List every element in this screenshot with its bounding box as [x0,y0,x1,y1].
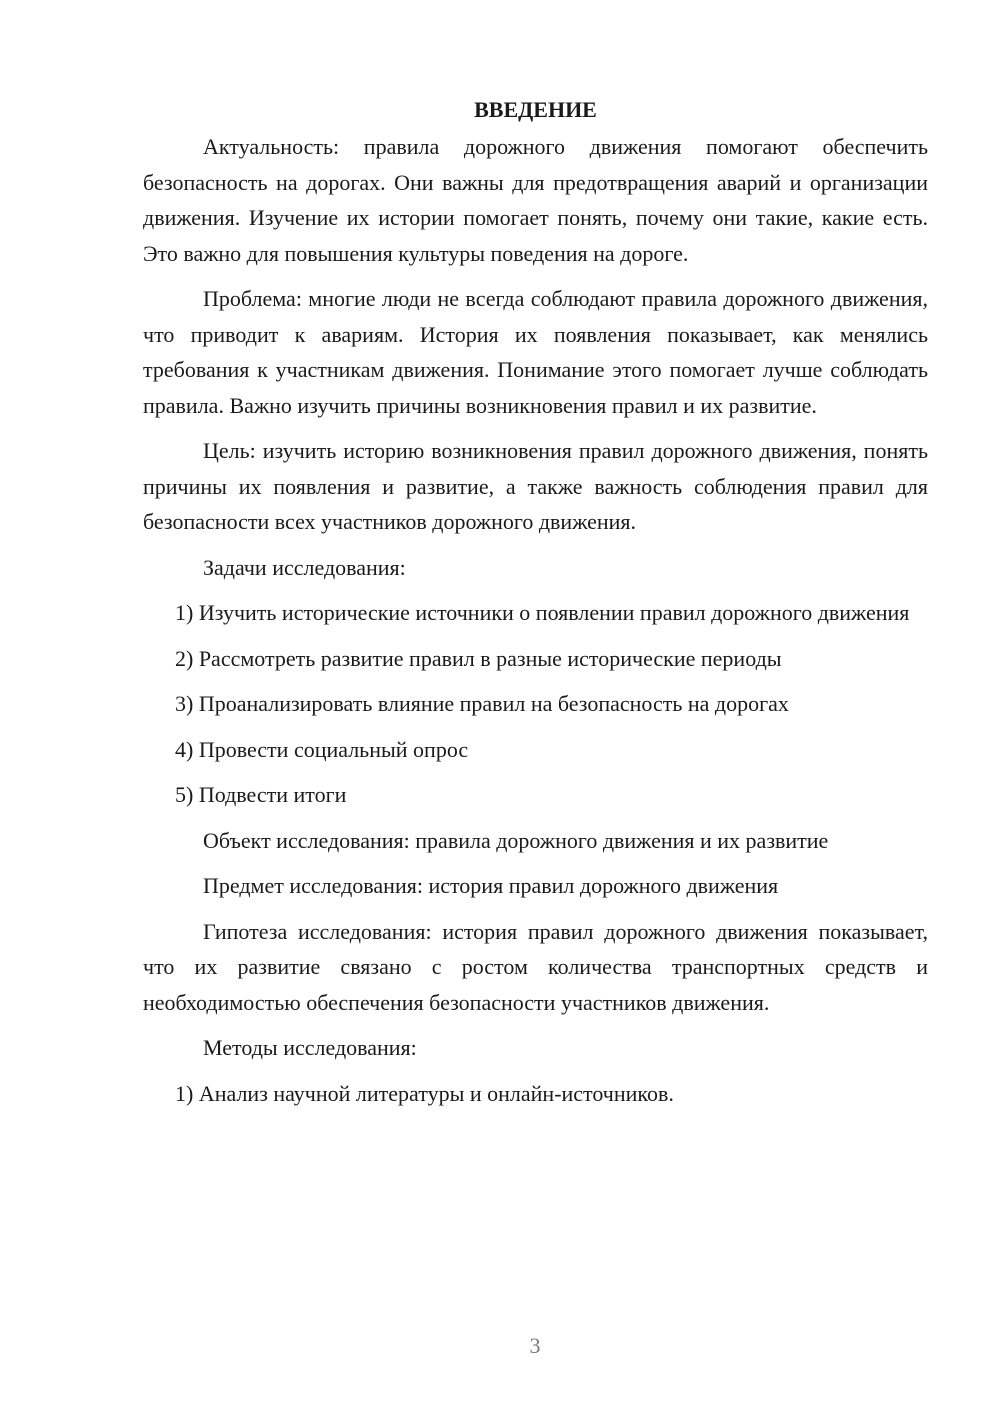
tasks-heading: Задачи исследования: [203,554,406,580]
relevance-paragraph: Актуальность: правила дорожного движения помогают обеспечить безопасность на дорогах. Они важны для предотвращения аварий и организации движения. Изучение их истории помогает понять, почему они такие, какие есть. Это важно для повышения культуры поведения на дороге. [143,134,928,266]
page-number: 3 [529,1333,541,1358]
task-item-1: 1) Изучить исторические источники о появлении правил дорожного движения [175,600,910,625]
page-title: ВВЕДЕНИЕ [474,97,597,122]
method-item-1: 1) Анализ научной литературы и онлайн-источников. [175,1080,674,1106]
subject-paragraph: Предмет исследования: история правил дорожного движения [203,873,779,898]
task-item-3: 3) Проанализировать влияние правил на безопасность на дорогах [175,691,789,716]
page-content [143,92,928,1121]
task-item-4: 4) Провести социальный опрос [175,736,469,762]
methods-heading: Методы исследования: [203,1035,417,1060]
problem-paragraph: Проблема: многие люди не всегда соблюдают правила дорожного движения, что приводит к авариям. История их появления показывает, как менялись требования к участникам движения. Понимание этого помогает лучше соблюдать правила. Важно изучить причины возникновения правил и их развитие. [143,286,928,418]
hypothesis-paragraph: Гипотеза исследования: история правил дорожного движения показывает, что их развитие связано с ростом количества транспортных средств и необходимостью обеспечения безопасности участников движения. [143,918,928,1015]
task-item-2: 2) Рассмотреть развитие правил в разные исторические периоды [175,645,782,671]
task-item-5: 5) Подвести итоги [175,782,347,807]
object-paragraph: Объект исследования: правила дорожного движения и их развитие [203,827,829,853]
goal-paragraph: Цель: изучить историю возникновения правил дорожного движения, понять причины их появления и развитие, а также важность соблюдения правил для безопасности всех участников дорожного движения. [143,438,928,534]
